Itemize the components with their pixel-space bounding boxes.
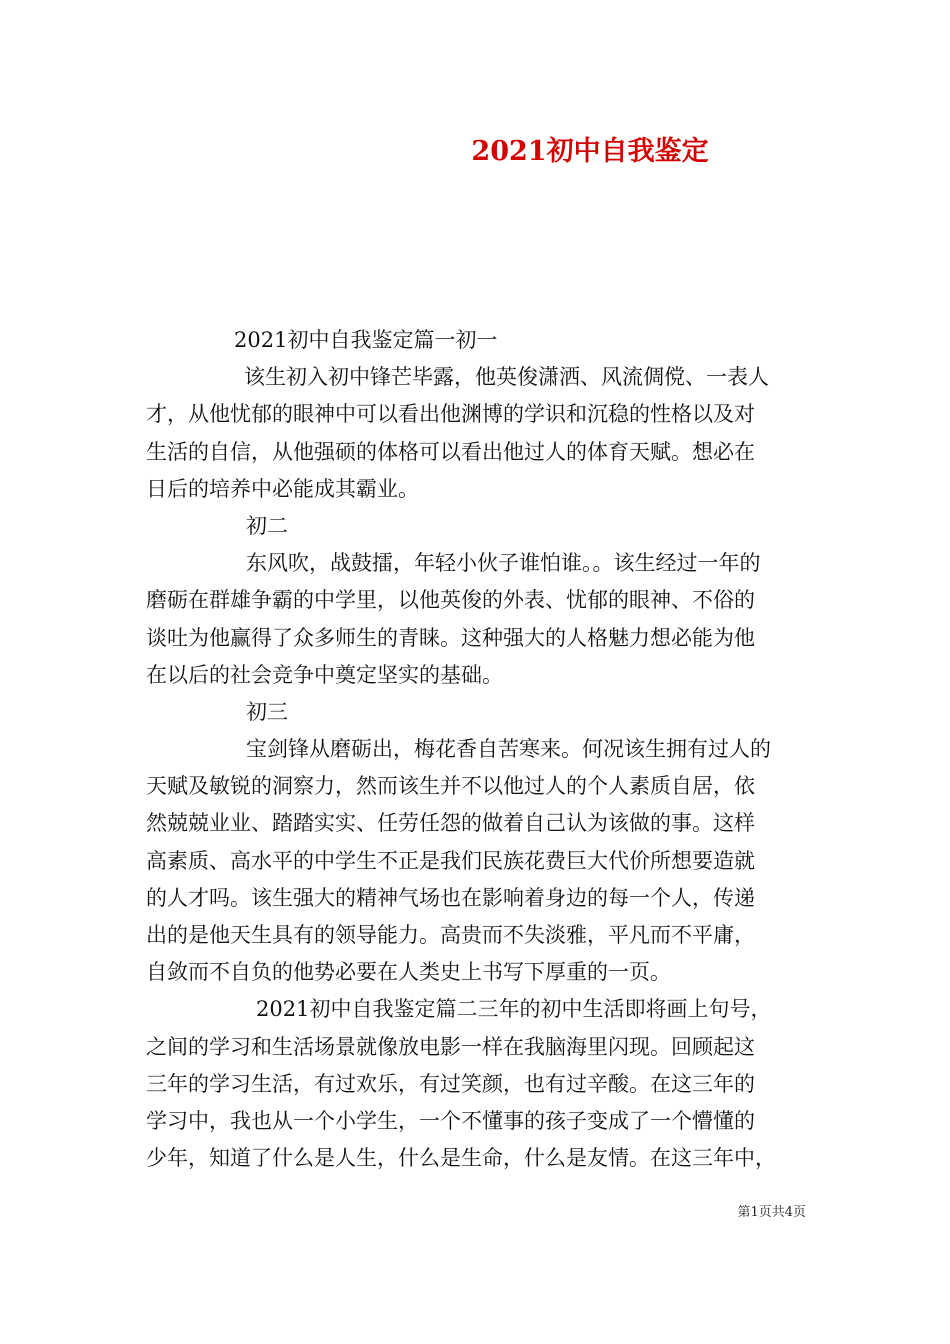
- subheading-grade-3: 初三: [246, 699, 288, 724]
- paragraph-line: 少年，知道了什么是人生，什么是生命，什么是友情。在这三年中，: [146, 1146, 776, 1171]
- paragraph-line: 之间的学习和生活场景就像放电影一样在我脑海里闪现。回顾起这: [146, 1034, 755, 1059]
- paragraph-line: 出的是他天生具有的领导能力。高贵而不失淡雅，平凡而不平庸，: [146, 923, 755, 947]
- paragraph-line: 三年的学习生活，有过欢乐，有过笑颜，也有过辛酸。在这三年的: [146, 1071, 755, 1096]
- paragraph-line: 的人才吗。该生强大的精神气场也在影响着身边的每一个人，传递: [146, 885, 755, 910]
- paragraph-line: 生活的自信，从他强硕的体格可以看出他过人的体育天赋。想必在: [146, 439, 755, 464]
- paragraph-line: 日后的培养中必能成其霸业。: [146, 476, 419, 501]
- paragraph-line: 宝剑锋从磨砺出，梅花香自苦寒来。何况该生拥有过人的: [246, 737, 771, 762]
- paragraph-line: 然兢兢业业、踏踏实实、任劳任怨的做着自己认为该做的事。这样: [146, 811, 755, 836]
- paragraph-line: 在以后的社会竞争中奠定坚实的基础。: [146, 662, 503, 687]
- paragraph-line: 谈吐为他赢得了众多师生的青睐。这种强大的人格魅力想必能为他: [146, 625, 755, 650]
- section-heading-1: 2021初中自我鉴定篇一初一: [234, 328, 498, 352]
- subheading-grade-2: 初二: [246, 513, 288, 538]
- paragraph-line: 自敛而不自负的他势必要在人类史上书写下厚重的一页。: [146, 960, 671, 985]
- paragraph-line: 该生初入初中锋芒毕露，他英俊潇洒、风流倜傥、一表人: [244, 365, 769, 390]
- paragraph-line: 天赋及敏锐的洞察力，然而该生并不以他过人的个人素质自居，依: [146, 774, 755, 799]
- paragraph-line: 学习中，我也从一个小学生，一个不懂事的孩子变成了一个懵懂的: [146, 1108, 755, 1133]
- page-number-footer: 第1页共4页: [737, 1205, 806, 1220]
- document-body: [146, 322, 806, 1177]
- paragraph-line: 才，从他忧郁的眼神中可以看出他渊博的学识和沉稳的性格以及对: [146, 402, 755, 427]
- section-heading-2: 2021初中自我鉴定篇二三年的初中生活即将画上句号，: [256, 997, 772, 1022]
- paragraph-line: 磨砺在群雄争霸的中学里，以他英俊的外表、忧郁的眼神、不俗的: [146, 588, 755, 613]
- paragraph-line: 东风吹，战鼓擂，年轻小伙子谁怕谁。。该生经过一年的: [246, 551, 761, 576]
- document-title: 2021初中自我鉴定: [471, 136, 709, 167]
- paragraph-line: 高素质、高水平的中学生不正是我们民族花费巨大代价所想要造就: [146, 848, 755, 873]
